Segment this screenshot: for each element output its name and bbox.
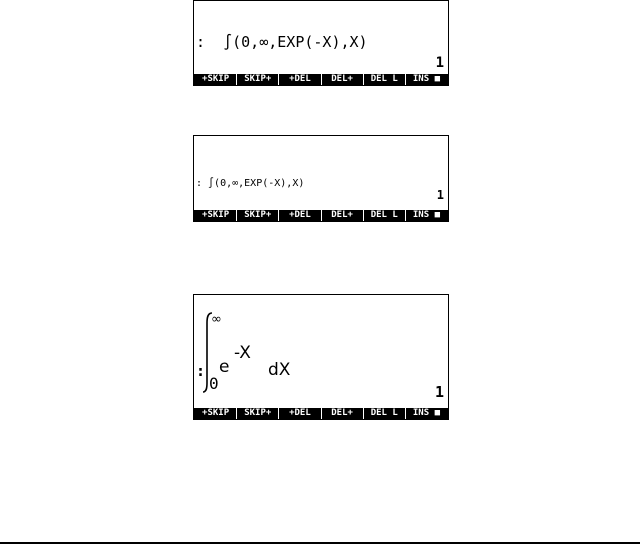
softkey-insert[interactable]: INS ■ [412,210,440,220]
softkey-skip-right[interactable]: SKIP+ [237,210,279,221]
softkey-del-left[interactable]: +DEL [279,74,321,85]
softkey-del-line[interactable]: DEL L [364,74,406,85]
softkey-skip-left[interactable]: +SKIP [195,408,237,419]
page-bottom-rule [0,542,640,544]
integral-equation [196,303,396,393]
calculator-screen-3 [193,294,449,420]
softkey-del-line[interactable]: DEL L [364,210,406,221]
soft-menu-bar [194,74,448,85]
softkey-del-line[interactable]: DEL L [364,408,406,419]
softkey-insert[interactable]: INS ■ [412,74,440,84]
softkey-skip-left[interactable]: +SKIP [195,74,237,85]
soft-menu-bar [194,210,448,221]
softkey-skip-left[interactable]: +SKIP [195,210,237,221]
softkey-insert[interactable]: INS ■ [412,408,440,418]
softkey-skip-right[interactable]: SKIP+ [237,74,279,85]
stack-level-indicator: 1 [434,383,444,401]
exponent: -X [234,343,251,363]
softkey-del-right[interactable]: DEL+ [322,408,364,419]
stack-level-indicator: 1 [435,55,444,71]
softkey-del-left[interactable]: +DEL [279,210,321,221]
soft-menu-bar [194,408,448,419]
calculator-screen-2 [193,135,449,222]
stack-level-indicator: 1 [436,188,444,202]
lower-limit: 0 [209,374,219,393]
command-line: : ∫(0,∞,EXP(-X),X) [196,178,305,189]
differential: dX [268,360,291,380]
exponential-base: e [219,357,230,377]
prompt-colon: : [196,362,206,380]
softkey-del-right[interactable]: DEL+ [322,210,364,221]
softkey-del-left[interactable]: +DEL [279,408,321,419]
upper-limit: ∞ [211,312,222,327]
softkey-del-right[interactable]: DEL+ [322,74,364,85]
softkey-skip-right[interactable]: SKIP+ [237,408,279,419]
command-line: : ∫(0,∞,EXP(-X),X) [196,33,368,51]
calculator-screen-1 [193,0,449,86]
